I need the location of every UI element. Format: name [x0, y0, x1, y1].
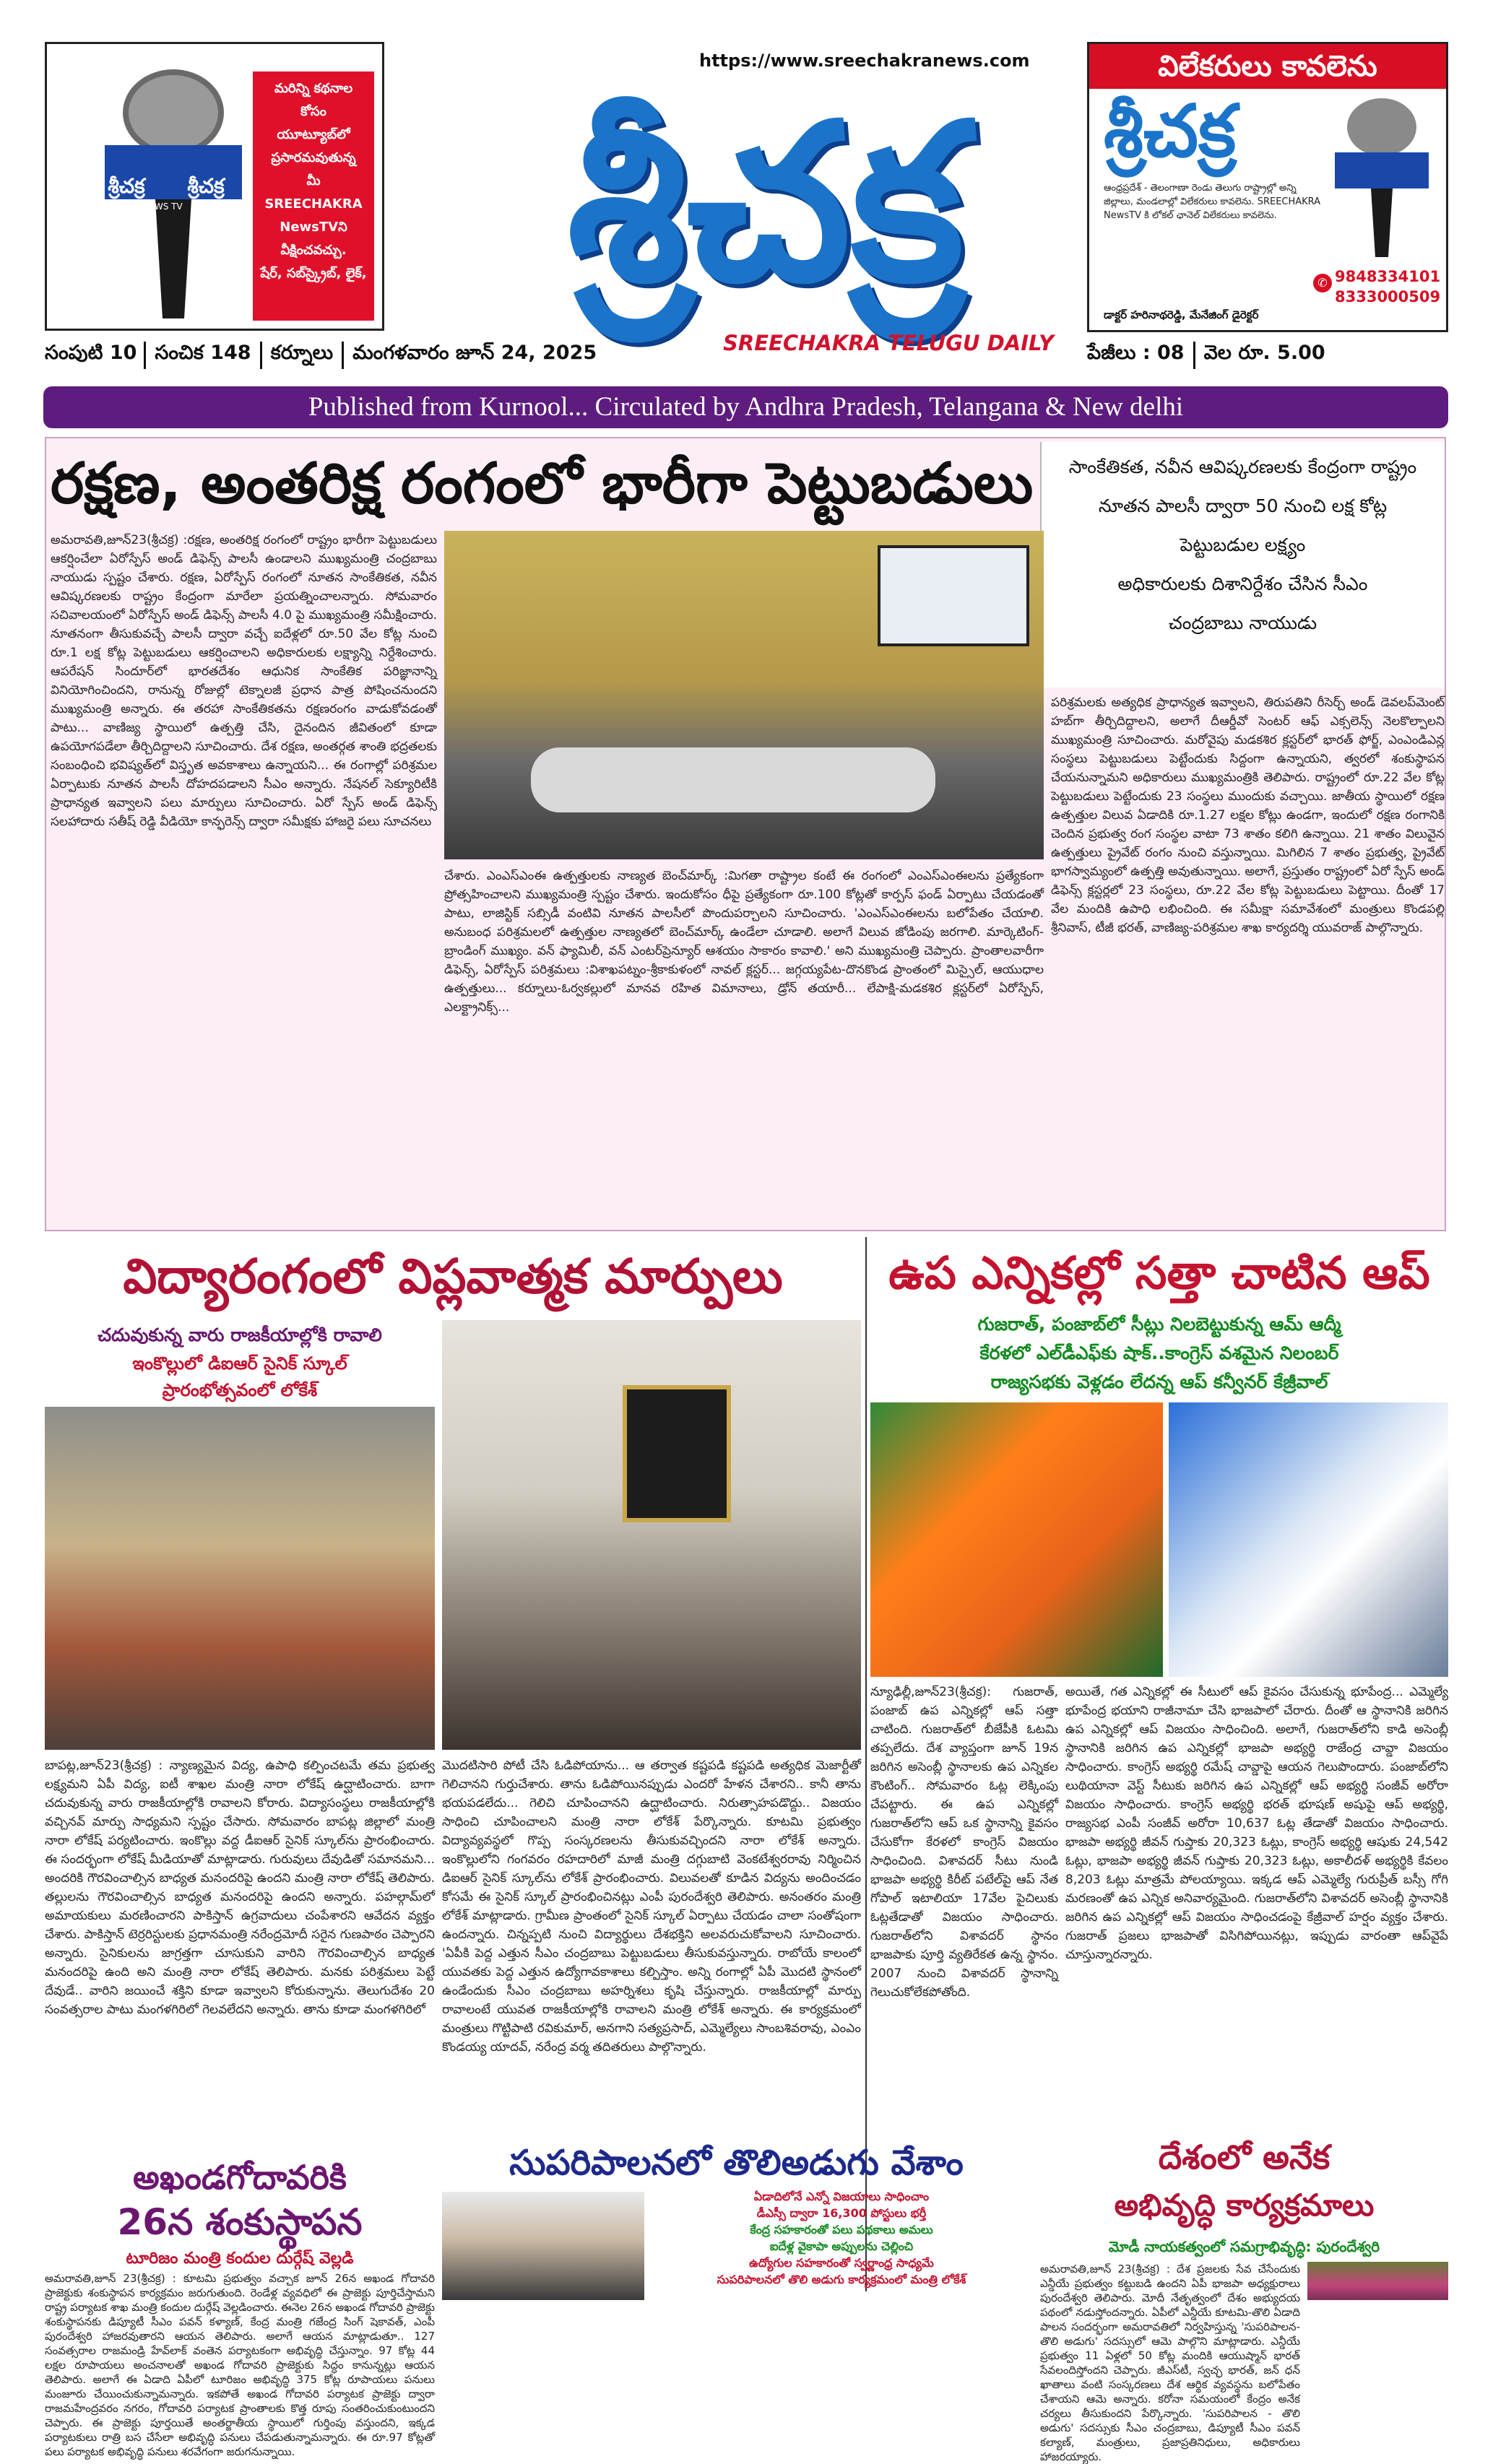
side-line: పెట్టుబడుల లక్ష్యం — [1180, 534, 1306, 555]
story6-sub: మోడీ నాయకత్వంలో సమగ్రాభివృద్ధి: పురందేశ్వరి — [1108, 2238, 1380, 2255]
story5-subs — [650, 2188, 1033, 2288]
ad-line: SREECHAKRA — [264, 196, 363, 212]
right-ad-phone-2[interactable]: 8333000509 — [1335, 288, 1441, 305]
story5-lokesh-photo — [442, 2192, 644, 2300]
vertical-rule — [865, 1237, 867, 2291]
story1-col3: పరిశ్రమలకు అత్యధిక ప్రాధాన్యత ఇవ్వాలని, తిరుపతిని రీసెర్చ్ అండ్ డెవలప్‌మెంట్ హబ్‌గా తీర్చిదిద్దాలని, అలాగే దీఆర్డీవో సెంటర్ ఆఫ్ ఎక్సలెన్స్ నెలకొల్పాలని ముఖ్యమంత్రి సూచించారు. మరోవైపు మడకశిర క్లస్టర్‌లో భారత్ ఫోర్జ్, ఎంఎండిఎన్ల సంస్థలు పెట్టుబడులు పెట్టేందుకు సిద్దంగా ఉన్నాయని, త్వరలో శంకుస్థాపన చేయనున్నామని అధికారులు ముఖ్యమంత్రికి తెలిపారు. రాష్ట్రంలో రూ.22 వేల కోట్ల పెట్టుబడులు పెట్టేందుకు 23 సంస్థలు ముందుకు వచ్చాయి. జాతీయ స్థాయిలో రక్షణ ఉత్పత్తుల విలువ ఏడాదికి రూ.1.27 లక్షల కోట్లు ఉండగా, ఇందులో రక్షణ రంగానికి చెందిన ప్రభుత్వ రంగ సంస్థల వాటా 73 శాతం కలిగి ఉన్నాయి. 21 శాతం విలువైన ఉత్పత్తులు ప్రైవేట్ రంగం నుంచి వస్తున్నాయి. మిగిలిన 7 శాతం ప్రభుత్వ, ప్రైవేట్ భాగస్వామ్యంలో ఉత్పత్తి అవుతున్నాయి. అలాగే, ప్రస్తుతం రాష్ట్రంలో ఏరో స్పేస్ అండ్ డిఫెన్స్ క్లస్టర్లలో 23 సంస్థలు, రూ.22 వేల కోట్ల పెట్టుబడులు పెట్టాయి. దీంతో 17 వేల మందికి ఉపాధి లభించింది. ఈ సమీక్షా సమావేశంలో మంత్రులు కొండపల్లి శ్రీనివాస్, టీజీ భరత్, వాణిజ్య-పరిశ్రమల శాఖ కార్యదర్శి యువరాజ్ పాల్గొన్నారు. — [1051, 695, 1445, 935]
left-ad-text — [253, 71, 374, 321]
banner: Published from Kurnool... Circulated by Andhra Pradesh, Telangana & New delhi — [43, 386, 1448, 428]
story1-col1: అమరావతి,జూన్23(శ్రీచక్ర) :రక్షణ, అంతరిక్ష రంగంలో రాష్ట్రం భారీగా పెట్టుబడులు ఆకర్షించేలా ఏరోస్పేస్ అండ్ డిఫెన్స్ పాలసీ ఉండాలని ముఖ్యమంత్రి చంద్రబాబు నాయుడు స్పష్టం చేశారు. రక్షణ, ఏరోస్పేస్ రంగంలో నూతన సాంకేతికత, నవీన ఆవిష్కరణలకు రాష్ట్రం కేంద్రంగా మారేలా ప్రయత్నించాలన్నారు. సోమవారం సచివాలయంలో ఏరోస్పేస్ అండ్ డిఫెన్స్ పాలసీ 4.0 పై ముఖ్యమంత్రి సమీక్షించారు. నూతనంగా తీసుకువచ్చే పాలసీ ద్వారా వచ్చే ఐదేళ్లలో రూ.50 వేల కోట్ల నుంచి రూ.1 లక్ష కోట్ల పెట్టుబడులు ఆకర్షించాలని అధికారులకు లక్ష్యాన్ని నిర్దేశించారు. ఆపరేషన్ సిందూర్‌లో భారతదేశం ఆధునిక సాంకేతిక పరిజ్ఞానాన్ని వినియోగించిందని, రానున్న రోజుల్లో టెక్నాలజీ ప్రధాన పాత్ర పోషించనుందని ముఖ్యమంత్రి అన్నారు. ఈ తరహా సాంకేతికతను రక్షణరంగం వాడుకోవడంతో పాటు... వాణిజ్య స్థాయిలో ఉత్పత్తి చేసి, దైనందిన జీవితంలో కూడా ఉపయోగపడేలా తీర్చిదిద్దాలని సూచించారు. దేశ రక్షణ, అంతర్గత శాంతి భద్రతలకు సంబంధించి భవిష్యత్‌లో విస్తృత అవకాశాలు ఉన్నాయని... ఈ రంగాల్లో పరిశ్రమల ఏర్పాటుకు నూతన పాలసీ దోహదపడాలని సీఎం అన్నారు. నేషనల్ సెక్యూరిటీకి ప్రాధాన్యత ఇవ్వాలని పలు మార్పులు సూచించారు. ఏరో స్పేస్ అండ్ డిఫెన్స్ సలహాదారు సతీష్ రెడ్డి వీడియో కాన్ఫరెన్స్ ద్వారా సమీక్షకు హాజరై పలు సూచనలు — [51, 533, 437, 829]
story5-headline: సుపరిపాలనలో తొలిఅడుగు వేశాం — [509, 2143, 964, 2183]
story4-col1: అమరావతి,జూన్ 23(శ్రీచక్ర) : కూటమి ప్రభుత్వం వచ్చాక జూన్ 26న అఖండ గోదావరి ప్రాజెక్టుకు శంకుస్థాపన కార్యక్రమం జరుగుతుంది. రెండేళ్ల వ్యవధిలో ఈ ప్రాజెక్టు పూర్తిచేస్తామని రాష్ట్ర పర్యాటక శాఖ మంత్రి కందుల దుర్గేష్ వెల్లడించారు. ఈనెల 26న అఖండ గోదావరి ప్రాజెక్టు శంకుస్థాపనకు డిప్యూటీ సీఎం పవన్ కళ్యాణ్, కేంద్ర మంత్రి గజేంద్ర సింగ్ షెకావత్, ఎంపీ పురందేశ్వరి హాజరవుతారని ఆయన తెలిపారు. అలాగే ఆయన మాట్లాడుతూ.. 127 సంవత్సరాల రాజమండ్రి హేవ్‌లాక్ వంతెన పర్యాటకంగా అభివృద్ధి చేస్తున్నాం. 97 కోట్ల 44 లక్షల రూపాయలు అంచనాలతో అఖండ గోదావరి ప్రాజెక్టుకు సిద్ధం కానున్నట్లు ఆయన తెలిపారు. అలాగే ఈ ఏడాది ఏపీలో టూరిజం అభివృద్ధి 375 కోట్ల రూపాయలు పనులు మంజూరు చేయించుకున్నామన్నారు. ఇకపోతే అఖండ గోదావరి పర్యాటక ప్రాజెక్టు ద్వారా రాజమహేంద్రవరం నగరం, గోదావరి పర్యాటక ప్రాంతాలకు కొత్త రూపు సంతరించుకుంటుందని చెప్పారు. ఈ ప్రాజెక్టు పూర్తయితే అంతర్జాతీయ స్థాయిలో గుర్తింపు వస్తుందని, ఇక్కడ పర్యాటకులు రాత్రి బస చేసేలా అభివృద్ధి పనులు చేపడుతున్నామన్నారు. ఈ రూ.97 కోట్లతో పలు పర్యాటక అభివృద్ధి పనులు శరవేగంగా జరుగనున్నాయి. — [45, 2272, 435, 2458]
issue-date: మంగళవారం జూన్ 24, 2025 — [352, 342, 597, 364]
story5-sub3: కేంద్ర సహకారంతో పలు పథకాలు అమలు — [750, 2223, 933, 2237]
mic-logo-text-1: శ్రీచక్ర — [108, 174, 145, 198]
story3-headline: ఉప ఎన్నికల్లో సత్తా చాటిన ఆప్ — [888, 1246, 1430, 1299]
right-ad-logo: శ్రీచక్ర — [1104, 88, 1237, 173]
right-ad-contact: డాక్టర్ హరినాథరెడ్డి, మేనేజింగ్ డైరెక్టర్ — [1104, 308, 1259, 321]
story2-col1: బాపట్ల,జూన్23(శ్రీచక్ర) : న్యాణ్యమైన విద్య, ఉపాధి కల్పించటమే తమ ప్రభుత్వ లక్ష్యమని ఏపీ విద్య, ఐటీ శాఖల మంత్రి నారా లోకేష్ ఉద్ఘాటించారు. బాగా చదువుకున్న వారు రాజకీయాల్లోకి రావాలని కోరారు. విద్యాసంస్థలు రాజకీయాల్లోకి వచ్చినవ్ మార్పు సాధ్యమని స్పష్టం చేసారు. సోమవారం బాపట్ల జిల్లాలో మంత్రి నారా లోకేష్ పర్యటించారు. ఇంకొల్లు వద్ద డీఐఆర్ సైనిక్ స్కూల్‌ను ప్రారంభించారు. ఈ సందర్భంగా లోకేష్ మీడియాతో మాట్లాడారు. గురువులు దేవుడితో సమానమని... అందరికి గౌరవించాల్సిన బాధ్యత మనందరిపై ఉందని మంత్రి నారా లోకేష్ తెలిపారు. తల్లులను గౌరవించాల్సిన బాధ్యత మనందరిపై ఉందని అన్నారు. పహల్గామ్‌లో అమాయకులు మరణించారని పాకిస్తాన్ ఉగ్రవాదులు చంపేశారని ఆవేదన వ్యక్తం చేశారు. పాకిస్తాన్ టెర్రరిస్టులకు ప్రధానమంత్రి నరేంద్రమోదీ సరైన గుణపాఠం చెప్పారని అన్నారు. సైనికులను జాగ్రత్తగా చూసుకుని వారిని గౌరవించాల్సిన బాధ్యత మనందరిపై ఉంది అని మంత్రి నారా లోకేష్ తెలిపారు. మనకు పరిశ్రమలు పెట్టే దేవుడే.. వారిని జయించే శక్తిని కూడా ఇవ్వాలని కోరుకున్నాను. తెలుగుదేశం 20 సంవత్సరాల పాటు మంగళగిరిలో గెలవలేదని అన్నారు. తాను కూడా మంగళగిరిలో — [45, 1758, 435, 2017]
meeting-table — [531, 747, 935, 812]
story2-sub1: చదువుకున్న వారు రాజకీయాల్లోకి రావాలి — [98, 1324, 382, 1345]
story3-sub2: కేరళలో ఎల్‌డీఎఫ్‌కు షాక్..కాంగ్రెస్ వశమైన నిలంబర్ — [979, 1342, 1339, 1363]
issue-price: వెల రూ. 5.00 — [1203, 342, 1325, 364]
story2-col2: మొదటిసారి పోటీ చేసి ఓడిపోయాను... ఆ తర్వాత కష్టపడి కష్టపడి అత్యధిక మెజార్టీతో గెలిచానని గుర్తుచేశారు. తాను ఓడిపోయినప్పుడు ఎందరో హేళన చేశారని.. కానీ తాను భయపడలేదు... గెలిచి చూపించానని ఉద్ఘాటించారు. నిరుత్సాహపడొద్దు.. విజయం సాధించి చూపించాలని మంత్రి నారా లోకేశ్ పేర్కొన్నారు. కూటమి ప్రభుత్వం విద్యావ్యవస్థలో గొప్ప సంస్కరణలను తీసుకువచ్చిందని నారా లోకేశ్ అన్నారు. ఇంకొల్లులోని గంగవరం రహదారిలో మాజీ మంత్రి దగ్గుబాటి వెంకటేశ్వరరావు నిర్మించిన డిఐఆర్ సైనిక్ స్కూల్‌ను లోకేశ్ ప్రారంభించారు. విలువలతో కూడిన విద్యను అందించడం కోసమే ఈ సైనిక్ స్కూల్ ప్రారంభించినట్లు ఎంపీ పురందేశ్వరి తెలిపారు. అనంతరం మంత్రి లోకేశ్ మాట్లాడారు. గ్రామీణ ప్రాంతంలో సైనిక్ స్కూల్ ఏర్పాటు చేయడం చాలా సంతోషంగా ఉందన్నారు. చిన్నప్పటి నుంచి విద్యార్థులు దేశభక్తిని అలవరుచుకోవాలని సూచించారు. 'ఏపీకి పెద్ద ఎత్తున సీఎం చంద్రబాబు పెట్టుబడులు తీసుకువస్తున్నారు. రాబోయే కాలంలో యువతకు పెద్ద ఎత్తున ఉద్యోగావకాశాలు కల్పిస్తాం. అన్ని రంగాల్లో ఏపీ మొదటి స్థానంలో ఉండేందుకు సీఎం చంద్రబాబు అహర్నిశలు కృషి చేస్తున్నారు. రాజకీయాల్లో మార్పు రావాలంటే యువత రాజకీయాల్లోకి రావాలని మంత్రి లోకేశ్ అన్నారు. ఈ కార్యక్రమంలో మంత్రులు గొట్టిపాటి రవికుమార్, అనగాని సత్యప్రసాద్, ఎమ్మెల్యేలు సాంబశివరావు, ఎంఎం కొండయ్య యాదవ్, నరేంద్ర వర్మ తదితరులు పాల్గొన్నారు. — [442, 1758, 861, 2055]
issue-pages-price — [1087, 341, 1448, 370]
site-url[interactable]: https://www.sreechakranews.com — [699, 51, 1030, 71]
story3-sub3: రాజ్యసభకు వెళ్లడం లేదన్న ఆప్ కన్వీనర్ కేజ్రీవాల్ — [990, 1371, 1328, 1392]
story4-headline-1: అఖండగోదావరికి — [133, 2158, 347, 2197]
story6-purandeswari-photo — [1307, 2262, 1448, 2300]
story6-headline-1: దేశంలో అనేక — [1158, 2138, 1330, 2177]
side-line: నూతన పాలసీ ద్వారా 50 నుంచి లక్ష కోట్ల — [1098, 495, 1388, 516]
ad-line: షేర్, సబ్‌స్క్రైబ్, లైక్, — [260, 266, 367, 281]
right-ad-mic-icon — [1320, 95, 1436, 261]
story4-sub: టూరిజం మంత్రి కందుల దుర్గేష్ వెల్లడి — [126, 2250, 354, 2268]
newspaper-title: శ్రీచక్ర — [567, 74, 964, 329]
story3-sub1: గుజరాత్, పంజాబ్‌లో సీట్లు నిలబెట్టుకున్న ఆమ్ ఆద్మీ — [977, 1314, 1341, 1335]
story1-side-deck — [1046, 448, 1440, 643]
story4-headline-2: 26న శంకుస్థాపన — [117, 2201, 363, 2243]
story3-aap-photo — [1169, 1402, 1448, 1677]
story5-sub5: ఉద్యోగుల సహకారంతో స్వర్ణాంధ్ర సాధ్యమే — [749, 2256, 934, 2270]
plaque — [623, 1385, 731, 1522]
story5-sub2: డీఎస్సీ ద్వారా 16,300 పోస్టులు భర్తీ — [756, 2206, 927, 2220]
story1-col2: చేశారు. ఎంఎస్ఎంఈ ఉత్పత్తులకు నాణ్యత బెంచ్‌మార్క్ :మిగతా రాష్ట్రాల కంటే ఈ రంగంలో ఎంఎస్ఎంఈలను ప్రత్యేకంగా ప్రోత్సహించాలని ముఖ్యమంత్రి స్పష్టం చేశారు. ఇందుకోసం ధీపై ప్రత్యేకంగా రూ.100 కోట్లతో కార్పస్ ఫండ్ ఏర్పాటు చేయడంతో పాటు, లాజిస్టిక్ సబ్సిడీ వంటివి నూతన పాలసీలో పొందుపర్చాలని సూచించారు. 'ఎంఎస్ఎంఈలను బలోపేతం చేయాలి. అనుబంధ పరిశ్రమలలో ఉత్పత్తుల నాణ్యతలో బెంచ్‌మార్క్ ఉండేలా చూడాలి. అలాగే విలువ జోడింపు జరగాలి. మార్కెటింగ్-బ్రాండింగ్ ముఖ్యం. వన్ ఫ్యామిలీ, వన్ ఎంటర్‌ప్రెన్యూర్ ఆశయం సాకారం కావాలి.' అని ముఖ్యమంత్రి చెప్పారు. ప్రాంతాలవారీగా డిఫెన్స్, ఏరోస్పేస్ పరిశ్రమలు :విశాఖపట్నం-శ్రీకాకుళంలో నావల్ క్లస్టర్... జగ్గయ్యపేట-దొనకొండ ప్రాంతంలో మిస్సైల్, ఆయుధాల ఉత్పత్తులు... కర్నూలు-ఓర్వకల్లులో మానవ రహిత విమానాలు, డ్రోన్ తయారీ... లేపాక్షి-మడకశిర క్లస్టర్‌లో ఏరోస్పేస్, ఎలక్ట్రానిక్స్... — [444, 869, 1044, 1015]
story2-crowd-photo — [45, 1407, 435, 1750]
right-ad-header: విలేకరులు కావలెను — [1089, 44, 1446, 89]
story6-col1: అమరావతి,జూన్ 23(శ్రీచక్ర) : దేశ ప్రజలకు సేవ చేసేందుకు ఎన్డీయే ప్రభుత్వం కట్టుబడి ఉందని ఏపీ భాజపా అధ్యక్షురాలు పురందేశ్వరి తెలిపారు. మోదీ నేతృత్వంలో దేశం అభ్యుదయ పథంలో నడుస్తోందన్నారు. ఏపీలో ఎన్డీయే కూటమి-తొలి ఏడాది పాలన సందర్భంగా అమరావతిలో నిర్వహిస్తున్న 'సుపరిపాలన-తొలి అడుగు' సదస్సులో ఆమె పాల్గొని మాట్లాడారు. ఎన్డీయే ప్రభుత్వం 11 ఏళ్లలో 50 కోట్ల మందికి ఆయుష్మాన్ భారత్ సేవలందిస్తోందని చెప్పారు. జీఎస్‌టీ, స్వచ్ఛ భారత్, జన్ ధన్ ఖాతాలు వంటి సంస్కరణలు దేశ ఆర్థిక వ్యవస్థను బలోపేతం చేశాయని ఆమె అన్నారు. కరోనా సమయంలో కేంద్రం అనేక చర్యలు తీసుకుందని పేర్కొన్నారు. 'సుపరిపాలన - తొలి అడుగు' సదస్సుకు సీఎం చంద్రబాబు, డిప్యూటీ సీఎం పవన్ కల్యాణ్, మంత్రులు, ప్రజాప్రతినిధులు, అధికారులు హాజరయ్యారు. — [1040, 2263, 1300, 2463]
issue-line — [45, 341, 724, 370]
news-tv-badge: NEWS TV — [142, 201, 183, 212]
story1-headline: రక్షణ, అంతరిక్ష రంగంలో భారీగా పెట్టుబడులు — [51, 451, 1034, 516]
story5-sub6: సుపరిపాలనలో తొలి అడుగు కార్యక్రమంలో మంత్రి లోకేశ్ — [717, 2273, 966, 2286]
story5-sub4: ఐదేళ్ల వైకాపా అప్పులను చెల్లించి — [769, 2239, 914, 2253]
story5-sub1: ఏడాదిలోనే ఎన్నో విజయాలు సాధించాం — [753, 2190, 930, 2203]
story2-inauguration-photo — [442, 1320, 861, 1750]
story6-headline-2: అభివృద్ధి కార్యక్రమాలు — [1114, 2187, 1375, 2223]
side-line: చంద్రబాబు నాయుడు — [1168, 612, 1317, 633]
issue-volume: సంపుటి 10 — [45, 342, 146, 369]
story2-headline: విద్యారంగంలో విప్లవాత్మక మార్పులు — [123, 1249, 783, 1304]
ad-line: NewsTVని — [280, 220, 347, 235]
newspaper-subtitle: SREECHAKRA TELUGU DAILY — [723, 331, 1054, 355]
left-ad[interactable] — [45, 42, 384, 331]
ad-line: కోసం — [300, 104, 326, 119]
right-ad[interactable] — [1087, 42, 1448, 332]
story3-bjp-flags-photo — [870, 1402, 1163, 1677]
ad-line: వీక్షించవచ్చు. — [280, 243, 347, 258]
presentation-screen — [878, 545, 1029, 646]
ad-line: ప్రసారమవుతున్న — [271, 150, 356, 165]
story2-sub2: ఇంకొల్లులో డిఐఆర్ సైనిక్ స్కూల్ — [132, 1353, 347, 1374]
story2-sub3: ప్రారంభోత్సవంలో లోకేశ్ — [162, 1380, 318, 1400]
phone-icon: ✆ — [1313, 274, 1332, 292]
ad-line: మరిన్ని కథనాల — [274, 81, 353, 96]
issue-pages: పేజీలు : 08 — [1087, 342, 1195, 369]
story1-photo — [444, 531, 1044, 859]
story3-col1: న్యూఢిల్లీ,జూన్23(శ్రీచక్ర): గుజరాత్, పంజాబ్ ఉప ఎన్నికల్లో ఆప్ సత్తా చాటింది. గుజరాత్‌లో బీజేపీకి ఓటమి తప్పలేదు. దేశ వ్యాప్తంగా జూన్ 19న జరిగిన అసెంబ్లీ స్థానాలకు ఉప ఎన్నికల కౌంటింగ్.. సోమవారం ఓట్ల లెక్కింపు చేపట్టారు. ఈ ఉప ఎన్నికల్లో గుజరాత్‌లోని ఆప్ ఒక స్థానాన్ని కైవసం చేసుకోగా కేరళలో కాంగ్రెస్ విజయం సాధించింది. విశావదర్ సీటు నుండి భాజపా అభ్యర్థి కిరీట్ పటేల్‌పై ఆప్ నేత గోపాల్ ఇటాలియా 17వేల పైచిలుకు ఓట్లతేడాతో విజయం సాధించారు. గుజరాత్‌లోని విశావదర్ స్థానం భాజపాకు పూర్తి వ్యతిరేకత ఉన్న స్థానం. 2007 నుంచి విశావదర్ స్థానాన్ని గెలుచుకోలేకపోతోంది. — [870, 1685, 1058, 2000]
right-ad-phone-1[interactable]: 9848334101 — [1335, 268, 1441, 285]
side-line: సాంకేతికత, నవీన ఆవిష్కరణలకు కేంద్రంగా రాష్ట్రం — [1068, 456, 1417, 477]
ad-line: మీ — [306, 173, 321, 188]
issue-city: కర్నూలు — [262, 342, 345, 369]
issue-number: సంచిక 148 — [146, 342, 261, 369]
side-line: అధికారులకు దిశానిర్దేశం చేసిన సీఎం — [1117, 573, 1368, 594]
right-ad-body: ఆంధ్రప్రదేశ్ - తెలంగాణా రెండు తెలుగు రాష్ట్రాల్లో అన్ని జిల్లాలు, మండలాల్లో విలేకరులు కావలెను. SREECHAKRA NewsTV కి లోకల్ ఛానెల్ విలేకరులు కావలెను. — [1104, 183, 1321, 221]
mic-logo-text-2: శ్రీచక్ర — [187, 174, 225, 198]
story3-col2: అయితే, గత ఎన్నికల్లో ఈ సీటులో ఆప్ కైవసం చేసుకున్న భూపేంద్ర... ఎమ్మెల్యే భూపేంద్ర భయాని రాజీనామా చేసి భాజపాలో చేరారు. దీంతో ఆ స్థానానికి జరిగిన ఉప ఎన్నికల్లో ఆప్ విజయం సాధించింది. అలాగే, గుజరాత్‌లోని కాడి అసెంబ్లీ స్థానానికి జరిగిన ఉప ఎన్నికల్లో భాజపా అభ్యర్థి రాజేంద్ర చావ్డా విజయం సాధించారు. కాంగ్రెస్ అభ్యర్థి రమేష్ చావ్డాపై ఆయన గెలుపొందారు. పంజాబ్‌లోని లుథియానా వెస్ట్ సీటుకు జరిగిన ఉప ఎన్నికల్లో ఆప్ అభ్యర్థి సంజీవ్ అరోరా విజయం సాధించారు. కాంగ్రెస్ అభ్యర్థి భరత్ భూషణ్ అషుపై ఆప్ అభ్యర్థి, రాజ్యసభ ఎంపీ సంజీవ్ అరోరా 10,637 ఓట్ల తేడాతో విజయం సాధించారు. భాజపా అభ్యర్థి జీవన్ గుప్తాకు 20,323 ఓట్లు, కాంగ్రెస్ అభ్యర్థి ఆషుకు 24,542 ఓట్లు, భాజపా అభ్యర్థి జీవన్ గుప్తాకు 20,323 ఓట్లు, అకాలీదళ్ అభ్యర్థికి కేవలం 8,203 ఓట్లు మాత్రమే పోలయ్యాయి. ఇక్కడ ఆప్ ఎమ్మెల్యే గురుప్రీత్ బస్సీ గోగి మరణంతో ఉప ఎన్నిక అనివార్యమైంది. గుజరాత్‌లోని విశావదర్ అసెంబ్లీ స్థానానికి జరిగిన ఉప ఎన్నికల్లో ఆప్ విజయం సాధించడంపై కేజ్రీవాల్ హర్షం వ్యక్తం చేశారు. గుజరాత్ ప్రజలు భాజపాతో విసిగిపోయినట్లు, ఇప్పుడు వారంతా ఆప్‌వైపే చూస్తున్నారన్నారు. — [1065, 1685, 1448, 1962]
ad-line: యూట్యూబ్‌లో — [277, 127, 350, 142]
